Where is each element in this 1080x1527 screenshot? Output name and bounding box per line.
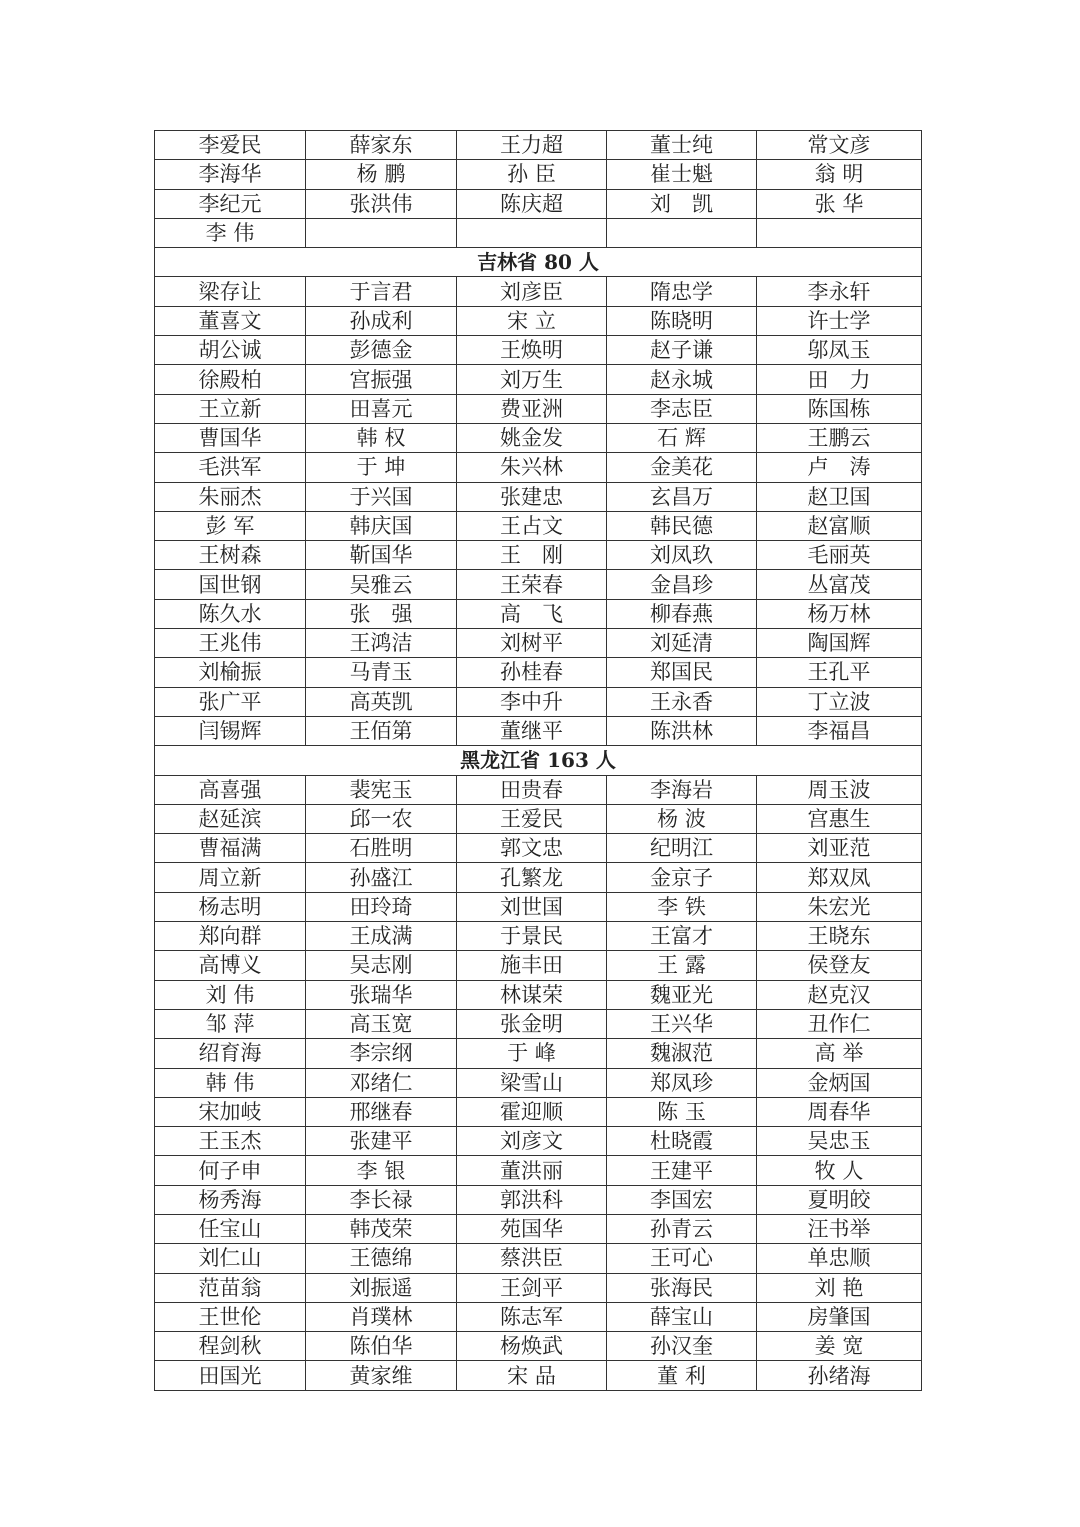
name-cell: 于兴国: [306, 482, 457, 511]
name-cell: 林谋荣: [457, 980, 607, 1009]
name-cell: 任宝山: [155, 1214, 306, 1243]
name-cell: 王荣春: [457, 570, 607, 599]
name-cell: 绍育海: [155, 1039, 306, 1068]
name-cell: 黄家维: [306, 1361, 457, 1390]
name-cell: 玄昌万: [607, 482, 757, 511]
name-cell: 常文彦: [757, 131, 922, 160]
name-cell: 王爱民: [457, 804, 607, 833]
name-cell: 赵子谦: [607, 336, 757, 365]
name-cell: 邬凤玉: [757, 336, 922, 365]
name-cell: 张金明: [457, 1009, 607, 1038]
name-cell: 高玉宽: [306, 1009, 457, 1038]
name-cell: 宋加岐: [155, 1097, 306, 1126]
name-cell: 胡公诚: [155, 336, 306, 365]
name-cell: 李宗纲: [306, 1039, 457, 1068]
name-cell: 韩 伟: [155, 1068, 306, 1097]
name-cell: 魏淑范: [607, 1039, 757, 1068]
name-cell: 宋 立: [457, 306, 607, 335]
table-row: [155, 629, 922, 658]
table-row: [155, 1068, 922, 1097]
table-row: [155, 189, 922, 218]
name-cell: 董 利: [607, 1361, 757, 1390]
name-cell: 丑作仁: [757, 1009, 922, 1038]
name-cell: 周玉波: [757, 775, 922, 804]
table-row: [155, 1332, 922, 1361]
table-row: [155, 394, 922, 423]
name-cell: 邢继春: [306, 1097, 457, 1126]
name-cell: 刘 伟: [155, 980, 306, 1009]
table-row: [155, 1361, 922, 1390]
name-cell: 李福昌: [757, 716, 922, 745]
name-cell: 宫振强: [306, 365, 457, 394]
name-cell: 许士学: [757, 306, 922, 335]
name-cell: 张 华: [757, 189, 922, 218]
name-cell: 郭文忠: [457, 834, 607, 863]
name-cell: 刘振遥: [306, 1273, 457, 1302]
name-cell: 陈国栋: [757, 394, 922, 423]
name-cell: 纪明江: [607, 834, 757, 863]
name-cell: 田喜元: [306, 394, 457, 423]
name-cell: 梁雪山: [457, 1068, 607, 1097]
name-cell: 周春华: [757, 1097, 922, 1126]
name-cell: 董洪丽: [457, 1156, 607, 1185]
name-cell: 李志臣: [607, 394, 757, 423]
name-cell: 李永轩: [757, 277, 922, 306]
name-cell: 李国宏: [607, 1185, 757, 1214]
name-cell: 高博义: [155, 951, 306, 980]
name-cell: 李中升: [457, 687, 607, 716]
name-cell: 陈久水: [155, 599, 306, 628]
section-title: 黑龙江省 163 人: [155, 746, 922, 775]
name-cell: 王德绵: [306, 1244, 457, 1273]
name-cell: 梁存让: [155, 277, 306, 306]
name-cell: 金美花: [607, 453, 757, 482]
name-cell: 邹 萍: [155, 1009, 306, 1038]
name-cell: 王成满: [306, 922, 457, 951]
name-cell: 高 举: [757, 1039, 922, 1068]
name-cell: 张 强: [306, 599, 457, 628]
name-cell: 单忠顺: [757, 1244, 922, 1273]
name-cell: 孙 臣: [457, 160, 607, 189]
name-cell: 毛洪军: [155, 453, 306, 482]
name-cell: 王可心: [607, 1244, 757, 1273]
name-cell: 于景民: [457, 922, 607, 951]
name-cell: 王世伦: [155, 1302, 306, 1331]
name-cell: 孙绪海: [757, 1361, 922, 1390]
table-row: [155, 453, 922, 482]
section-title: 吉林省 80 人: [155, 248, 922, 277]
name-cell: 王鹏云: [757, 423, 922, 452]
name-cell: 杨 波: [607, 804, 757, 833]
name-cell: 王 露: [607, 951, 757, 980]
table-row: [155, 1156, 922, 1185]
name-cell: 李纪元: [155, 189, 306, 218]
name-cell: 丛富茂: [757, 570, 922, 599]
name-cell: 赵富顺: [757, 511, 922, 540]
name-cell: 何子申: [155, 1156, 306, 1185]
table-row: [155, 218, 922, 247]
name-cell: 王 刚: [457, 541, 607, 570]
name-cell: 陈洪林: [607, 716, 757, 745]
name-cell: 彭德金: [306, 336, 457, 365]
name-cell: 肖璞林: [306, 1302, 457, 1331]
name-cell: 刘树平: [457, 629, 607, 658]
table-row: [155, 804, 922, 833]
name-cell: 刘榆振: [155, 658, 306, 687]
name-cell: 刘彦臣: [457, 277, 607, 306]
name-cell: 高英凯: [306, 687, 457, 716]
name-cell: 田贵春: [457, 775, 607, 804]
name-cell: 张建忠: [457, 482, 607, 511]
table-row: [155, 306, 922, 335]
name-cell: 杨秀海: [155, 1185, 306, 1214]
name-cell: 孙盛江: [306, 863, 457, 892]
name-list-body: [155, 131, 922, 1391]
name-cell: 牧 人: [757, 1156, 922, 1185]
name-cell: 卢 涛: [757, 453, 922, 482]
name-cell: 施丰田: [457, 951, 607, 980]
name-cell: 赵克汉: [757, 980, 922, 1009]
name-cell: 韩 权: [306, 423, 457, 452]
name-cell: 郑双凤: [757, 863, 922, 892]
name-cell: 国世钢: [155, 570, 306, 599]
name-cell: 董喜文: [155, 306, 306, 335]
name-cell: 于 坤: [306, 453, 457, 482]
name-cell: 杜晓霞: [607, 1127, 757, 1156]
name-cell: 王佰第: [306, 716, 457, 745]
table-row: [155, 511, 922, 540]
name-cell: 杨万林: [757, 599, 922, 628]
table-row: [155, 1009, 922, 1038]
table-row: [155, 336, 922, 365]
name-cell: 吴志刚: [306, 951, 457, 980]
name-cell: 杨志明: [155, 892, 306, 921]
name-cell: 王树森: [155, 541, 306, 570]
name-cell: 周立新: [155, 863, 306, 892]
name-cell: 张海民: [607, 1273, 757, 1302]
name-cell: 陈庆超: [457, 189, 607, 218]
name-cell: 侯登友: [757, 951, 922, 980]
name-cell: 程剑秋: [155, 1332, 306, 1361]
name-cell: 王力超: [457, 131, 607, 160]
name-cell: 田玲琦: [306, 892, 457, 921]
name-cell: 闫锡辉: [155, 716, 306, 745]
name-cell: 王焕明: [457, 336, 607, 365]
table-row: [155, 980, 922, 1009]
table-row: [155, 131, 922, 160]
name-cell: 王建平: [607, 1156, 757, 1185]
name-cell: 王兴华: [607, 1009, 757, 1038]
name-cell: 魏亚光: [607, 980, 757, 1009]
table-row: [155, 1214, 922, 1243]
name-cell: 毛丽英: [757, 541, 922, 570]
name-cell: 吴忠玉: [757, 1127, 922, 1156]
name-cell: 董士纯: [607, 131, 757, 160]
name-cell: 于 峰: [457, 1039, 607, 1068]
table-row: [155, 160, 922, 189]
name-cell: 宋 品: [457, 1361, 607, 1390]
name-cell: 刘凤玖: [607, 541, 757, 570]
name-cell: 李海华: [155, 160, 306, 189]
name-cell: 张建平: [306, 1127, 457, 1156]
name-cell: 王孔平: [757, 658, 922, 687]
name-cell: 韩茂荣: [306, 1214, 457, 1243]
name-cell: 姜 宽: [757, 1332, 922, 1361]
name-cell: 张广平: [155, 687, 306, 716]
name-cell: 朱宏光: [757, 892, 922, 921]
name-cell: 曹福满: [155, 834, 306, 863]
name-cell: 费亚洲: [457, 394, 607, 423]
name-cell: 郑凤珍: [607, 1068, 757, 1097]
name-cell: 彭 军: [155, 511, 306, 540]
name-cell: 金昌珍: [607, 570, 757, 599]
name-cell: 王晓东: [757, 922, 922, 951]
table-row: [155, 1127, 922, 1156]
table-row: [155, 1185, 922, 1214]
name-cell: 汪书举: [757, 1214, 922, 1243]
name-cell: 孙成利: [306, 306, 457, 335]
name-cell: 孙汉奎: [607, 1332, 757, 1361]
name-cell: 朱丽杰: [155, 482, 306, 511]
name-cell: 田 力: [757, 365, 922, 394]
name-cell: 马青玉: [306, 658, 457, 687]
name-cell: 田国光: [155, 1361, 306, 1390]
name-cell: [306, 218, 457, 247]
name-cell: 宫惠生: [757, 804, 922, 833]
table-row: [155, 922, 922, 951]
name-cell: 李爱民: [155, 131, 306, 160]
name-cell: [757, 218, 922, 247]
name-cell: 高 飞: [457, 599, 607, 628]
table-row: [155, 599, 922, 628]
name-cell: 丁立波: [757, 687, 922, 716]
name-cell: 孙桂春: [457, 658, 607, 687]
name-cell: 王富才: [607, 922, 757, 951]
table-row: [155, 951, 922, 980]
name-cell: 韩民德: [607, 511, 757, 540]
table-row: [155, 277, 922, 306]
table-row: [155, 834, 922, 863]
name-cell: 韩庆国: [306, 511, 457, 540]
name-cell: 董继平: [457, 716, 607, 745]
name-cell: 陈伯华: [306, 1332, 457, 1361]
table-row: [155, 1273, 922, 1302]
name-cell: [607, 218, 757, 247]
name-cell: 王占文: [457, 511, 607, 540]
name-cell: 吴雅云: [306, 570, 457, 599]
name-cell: 高喜强: [155, 775, 306, 804]
name-cell: 金京子: [607, 863, 757, 892]
name-cell: 石胜明: [306, 834, 457, 863]
name-cell: 薛宝山: [607, 1302, 757, 1331]
name-cell: 刘万生: [457, 365, 607, 394]
name-cell: 李 银: [306, 1156, 457, 1185]
name-cell: 陶国辉: [757, 629, 922, 658]
name-cell: 王立新: [155, 394, 306, 423]
name-cell: 赵卫国: [757, 482, 922, 511]
name-cell: 苑国华: [457, 1214, 607, 1243]
name-cell: 隋忠学: [607, 277, 757, 306]
name-cell: 李 伟: [155, 218, 306, 247]
name-cell: 郑国民: [607, 658, 757, 687]
name-cell: 翁 明: [757, 160, 922, 189]
name-cell: 刘延清: [607, 629, 757, 658]
name-cell: 孙青云: [607, 1214, 757, 1243]
name-cell: 霍迎顺: [457, 1097, 607, 1126]
name-cell: 薛家东: [306, 131, 457, 160]
name-list-table: [154, 130, 922, 1391]
name-cell: 赵延滨: [155, 804, 306, 833]
name-cell: 王鸿洁: [306, 629, 457, 658]
name-cell: 陈 玉: [607, 1097, 757, 1126]
table-row: [155, 892, 922, 921]
name-cell: 杨焕武: [457, 1332, 607, 1361]
table-row: [155, 863, 922, 892]
name-cell: 徐殿柏: [155, 365, 306, 394]
table-row: [155, 716, 922, 745]
name-cell: 王剑平: [457, 1273, 607, 1302]
section-header-row: [155, 248, 922, 277]
name-cell: 石 辉: [607, 423, 757, 452]
section-header-row: [155, 746, 922, 775]
name-cell: 于言君: [306, 277, 457, 306]
name-cell: 刘世国: [457, 892, 607, 921]
name-cell: 李海岩: [607, 775, 757, 804]
name-cell: 柳春燕: [607, 599, 757, 628]
name-cell: 郑向群: [155, 922, 306, 951]
name-cell: 张洪伟: [306, 189, 457, 218]
name-cell: 裴宪玉: [306, 775, 457, 804]
name-cell: 王永香: [607, 687, 757, 716]
table-row: [155, 658, 922, 687]
table-row: [155, 365, 922, 394]
name-cell: 陈志军: [457, 1302, 607, 1331]
table-row: [155, 541, 922, 570]
name-cell: 杨 鹏: [306, 160, 457, 189]
table-row: [155, 687, 922, 716]
table-row: [155, 1244, 922, 1273]
name-cell: 刘亚范: [757, 834, 922, 863]
name-cell: 刘彦文: [457, 1127, 607, 1156]
name-cell: 刘 凯: [607, 189, 757, 218]
name-cell: 陈晓明: [607, 306, 757, 335]
name-cell: 金炳国: [757, 1068, 922, 1097]
table-row: [155, 1302, 922, 1331]
table-row: [155, 423, 922, 452]
table-row: [155, 570, 922, 599]
name-cell: 范苗翁: [155, 1273, 306, 1302]
name-cell: 赵永城: [607, 365, 757, 394]
name-cell: [457, 218, 607, 247]
name-cell: 邓绪仁: [306, 1068, 457, 1097]
name-cell: 靳国华: [306, 541, 457, 570]
table-row: [155, 775, 922, 804]
name-cell: 邱一农: [306, 804, 457, 833]
name-cell: 王兆伟: [155, 629, 306, 658]
name-cell: 曹国华: [155, 423, 306, 452]
name-cell: 蔡洪臣: [457, 1244, 607, 1273]
name-cell: 夏明皎: [757, 1185, 922, 1214]
name-cell: 朱兴林: [457, 453, 607, 482]
table-row: [155, 482, 922, 511]
name-cell: 李 铁: [607, 892, 757, 921]
name-cell: 崔士魁: [607, 160, 757, 189]
name-cell: 刘 艳: [757, 1273, 922, 1302]
name-cell: 张瑞华: [306, 980, 457, 1009]
name-cell: 李长禄: [306, 1185, 457, 1214]
name-cell: 王玉杰: [155, 1127, 306, 1156]
name-cell: 郭洪科: [457, 1185, 607, 1214]
name-cell: 房肇国: [757, 1302, 922, 1331]
table-row: [155, 1039, 922, 1068]
name-cell: 孔繁龙: [457, 863, 607, 892]
name-cell: 姚金发: [457, 423, 607, 452]
table-row: [155, 1097, 922, 1126]
name-cell: 刘仁山: [155, 1244, 306, 1273]
